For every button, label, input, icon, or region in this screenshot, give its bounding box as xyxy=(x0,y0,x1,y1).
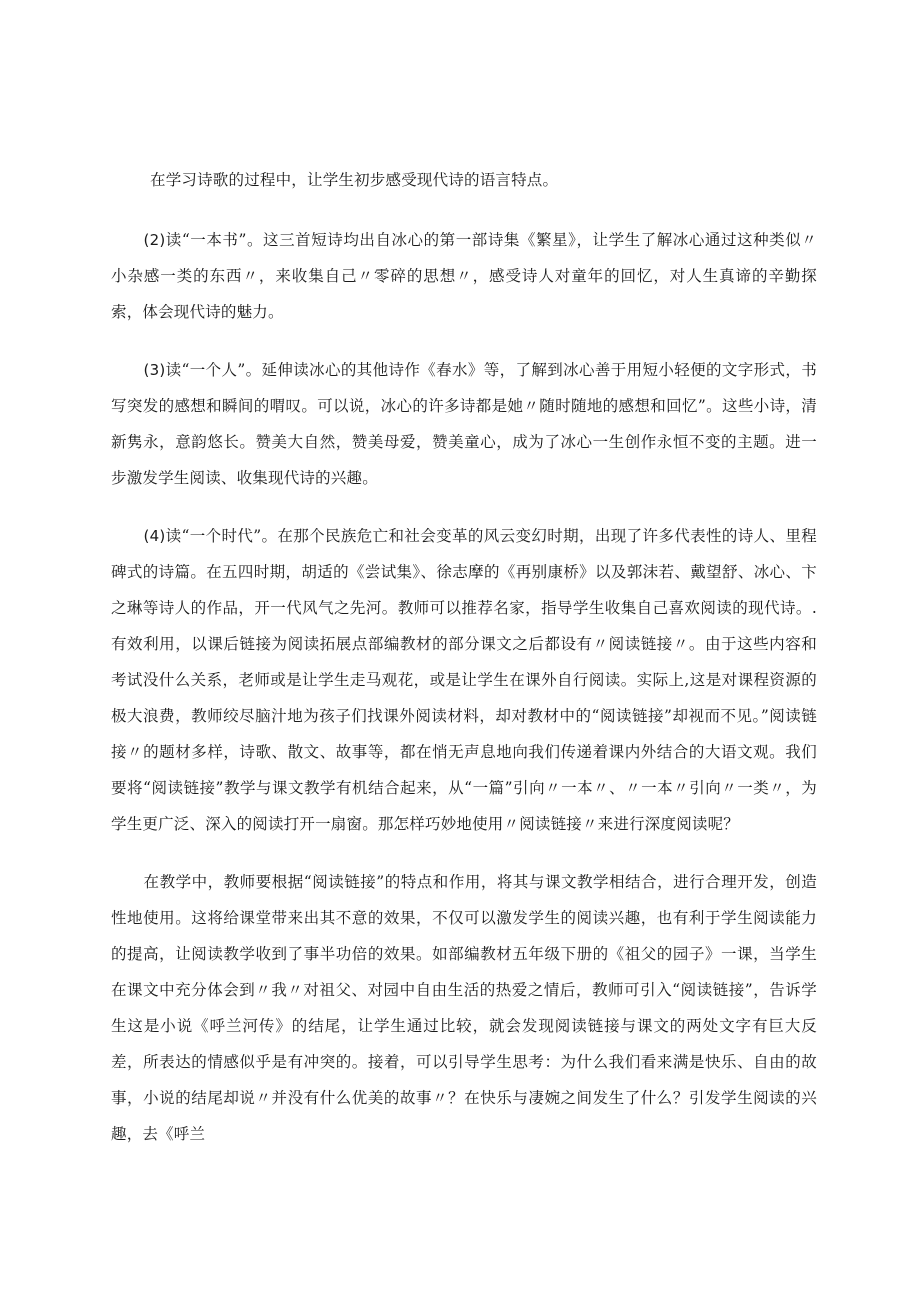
item-marker: (4) xyxy=(143,527,166,545)
paragraph-item-3 xyxy=(111,352,817,496)
item-marker: (2) xyxy=(143,231,166,249)
paragraph-intro: 在学习诗歌的过程中，让学生初步感受现代诗的语言特点。 xyxy=(150,171,559,189)
paragraph-item-4 xyxy=(111,518,817,842)
paragraph-text: 读“一个人”。延伸读冰心的其他诗作《春水》等，了解到冰心善于用短小轻便的文字形式，书写突发的感想和瞬间的喟叹。可以说，冰心的许多诗都是她〃随时随地的感想和回忆”。这些小诗，清新隽永，意韵悠长。赞美大自然，赞美母爱，赞美童心，成为了冰心一生创作永恒不变的主题。进一步激发学生阅读、收集现代诗的兴趣。 xyxy=(111,361,817,487)
paragraph-teaching: 在教学中，教师要根据“阅读链接”的特点和作用，将其与课文教学相结合，进行合理开发，创造性地使用。这将给课堂带来出其不意的效果，不仅可以激发学生的阅读兴趣，也有利于学生阅读能力的提高，让阅读教学收到了事半功倍的效果。如部编教材五年级下册的《祖父的园子》一课，当学生在课文中充分体会到〃我〃对祖父、对园中自由生活的热爱之情后，教师可引入“阅读链接”，告诉学生这是小说《呼兰河传》的结尾，让学生通过比较，就会发现阅读链接与课文的两处文字有巨大反差，所表达的情感似乎是有冲突的。接着，可以引导学生思考：为什么我们看来满是快乐、自由的故事，小说的结尾却说〃并没有什么优美的故事〃？在快乐与凄婉之间发生了什么？引发学生阅读的兴趣，去《呼兰 xyxy=(111,873,817,1143)
item-marker: (3) xyxy=(143,361,166,379)
paragraph-item-2 xyxy=(111,222,817,330)
paragraph-text: 读“一个时代”。在那个民族危亡和社会变革的风云变幻时期，出现了许多代表性的诗人、里程碑式的诗篇。在五四时期，胡适的《尝试集》、徐志摩的《再别康桥》以及郭沫若、戴望舒、冰心、卞之琳等诗人的作品，开一代风气之先河。教师可以推荐名家，指导学生收集自己喜欢阅读的现代诗。.有效利用，以课后链接为阅读拓展点部编教材的部分课文之后都设有〃阅读链接〃。由于这些内容和考试没什么关系，老师或是让学生走马观花，或是让学生在课外自行阅读。实际上,这是对课程资源的极大浪费，教师绞尽脑汁地为孩子们找课外阅读材料，却对教材中的“阅读链接”却视而不见。”阅读链接〃的题材多样，诗歌、散文、故事等，都在悄无声息地向我们传递着课内外结合的大语文观。我们要将“阅读链接”教学与课文教学有机结合起来，从“一篇”引向〃一本〃、〃一本〃引向〃一类〃，为学生更广泛、深入的阅读打开一扇窗。那怎样巧妙地使用〃阅读链接〃来进行深度阅读呢？ xyxy=(111,527,817,833)
paragraph-text: 读“一本书”。这三首短诗均出自冰心的第一部诗集《繁星》，让学生了解冰心通过这种类似〃小杂感一类的东西〃，来收集自己〃零碎的思想〃，感受诗人对童年的回忆，对人生真谛的辛勤探索，体会现代诗的魅力。 xyxy=(111,231,817,321)
